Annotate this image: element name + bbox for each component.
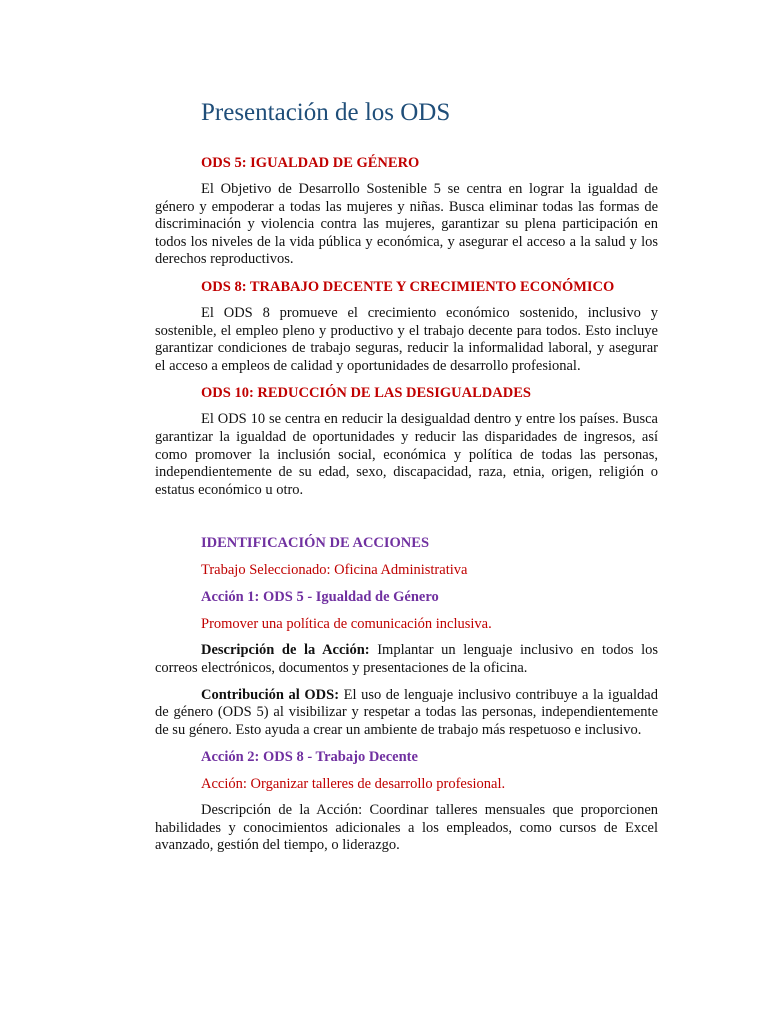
page-title: Presentación de los ODS	[201, 99, 451, 126]
identification-heading: IDENTIFICACIÓN DE ACCIONES	[201, 535, 430, 552]
action1-contribution-text: El uso de lenguaje inclusivo contribuye a la igualdad de género (ODS 5) al visibilizar y respetar a todas las personas, independientemente de su género. Esto ayuda a crear un ambiente de trabajo más respetuoso e inclusivo.	[155, 686, 658, 738]
action1-description-label: Descripción de la Acción:	[201, 642, 370, 659]
action2-description: Descripción de la Acción: Coordinar talleres mensuales que proporcionen habilidades y conocimientos adicionales a los empleados, como cursos de Excel avanzado, gestión del tiempo, o liderazgo.	[155, 802, 658, 854]
action1-description	[155, 642, 658, 677]
ods10-section	[155, 384, 658, 499]
action1-contribution-label: Contribución al ODS:	[201, 686, 340, 703]
ods5-heading: ODS 5: IGUALDAD DE GÉNERO	[201, 155, 420, 171]
section-spacer	[155, 508, 658, 534]
action2-text: Acción: Organizar talleres de desarrollo profesional.	[201, 776, 506, 793]
ods10-body: El ODS 10 se centra en reducir la desigualdad dentro y entre los países. Busca garantizar la igualdad de oportunidades y reducir las disparidades de ingresos, así como promover la inclusión social, económica y política de todas las personas, independientemente de su edad, sexo, discapacidad, raza, etnia, origen, religión o estatus económico u otro.	[155, 411, 658, 498]
ods10-heading: ODS 10: REDUCCIÓN DE LAS DESIGUALDADES	[201, 385, 531, 402]
ods8-section	[155, 278, 658, 375]
ods8-heading: ODS 8: TRABAJO DECENTE Y CRECIMIENTO ECONÓMICO	[201, 278, 615, 295]
action1-contribution	[155, 687, 658, 740]
selected-work-line: Trabajo Seleccionado: Oficina Administrativa	[201, 562, 468, 579]
action1-text: Promover una política de comunicación inclusiva.	[201, 616, 492, 633]
ods5-body: El Objetivo de Desarrollo Sostenible 5 se centra en lograr la igualdad de género y empoderar a todas las mujeres y niñas. Busca eliminar todas las formas de discriminación y violencia contra las mujeres, garantizar su plena participación en todos los niveles de la vida pública y económica, y asegurar el acceso a la salud y los derechos reproductivos.	[155, 181, 658, 268]
identification-section	[155, 534, 658, 855]
action2-heading: Acción 2: ODS 8 - Trabajo Decente	[201, 749, 418, 766]
action1-heading: Acción 1: ODS 5 - Igualdad de Género	[201, 589, 439, 606]
ods8-body: El ODS 8 promueve el crecimiento económico sostenido, inclusivo y sostenible, el empleo pleno y productivo y el trabajo decente para todos. Esto incluye garantizar condiciones de trabajo seguras, reducir la informalidad laboral, y asegurar el acceso a empleos de calidad y oportunidades de desarrollo profesional.	[155, 304, 658, 374]
ods5-section	[155, 154, 658, 269]
action1-description-text: Implantar un lenguaje inclusivo en todos los correos electrónicos, documentos y presentaciones de la oficina.	[155, 642, 659, 676]
